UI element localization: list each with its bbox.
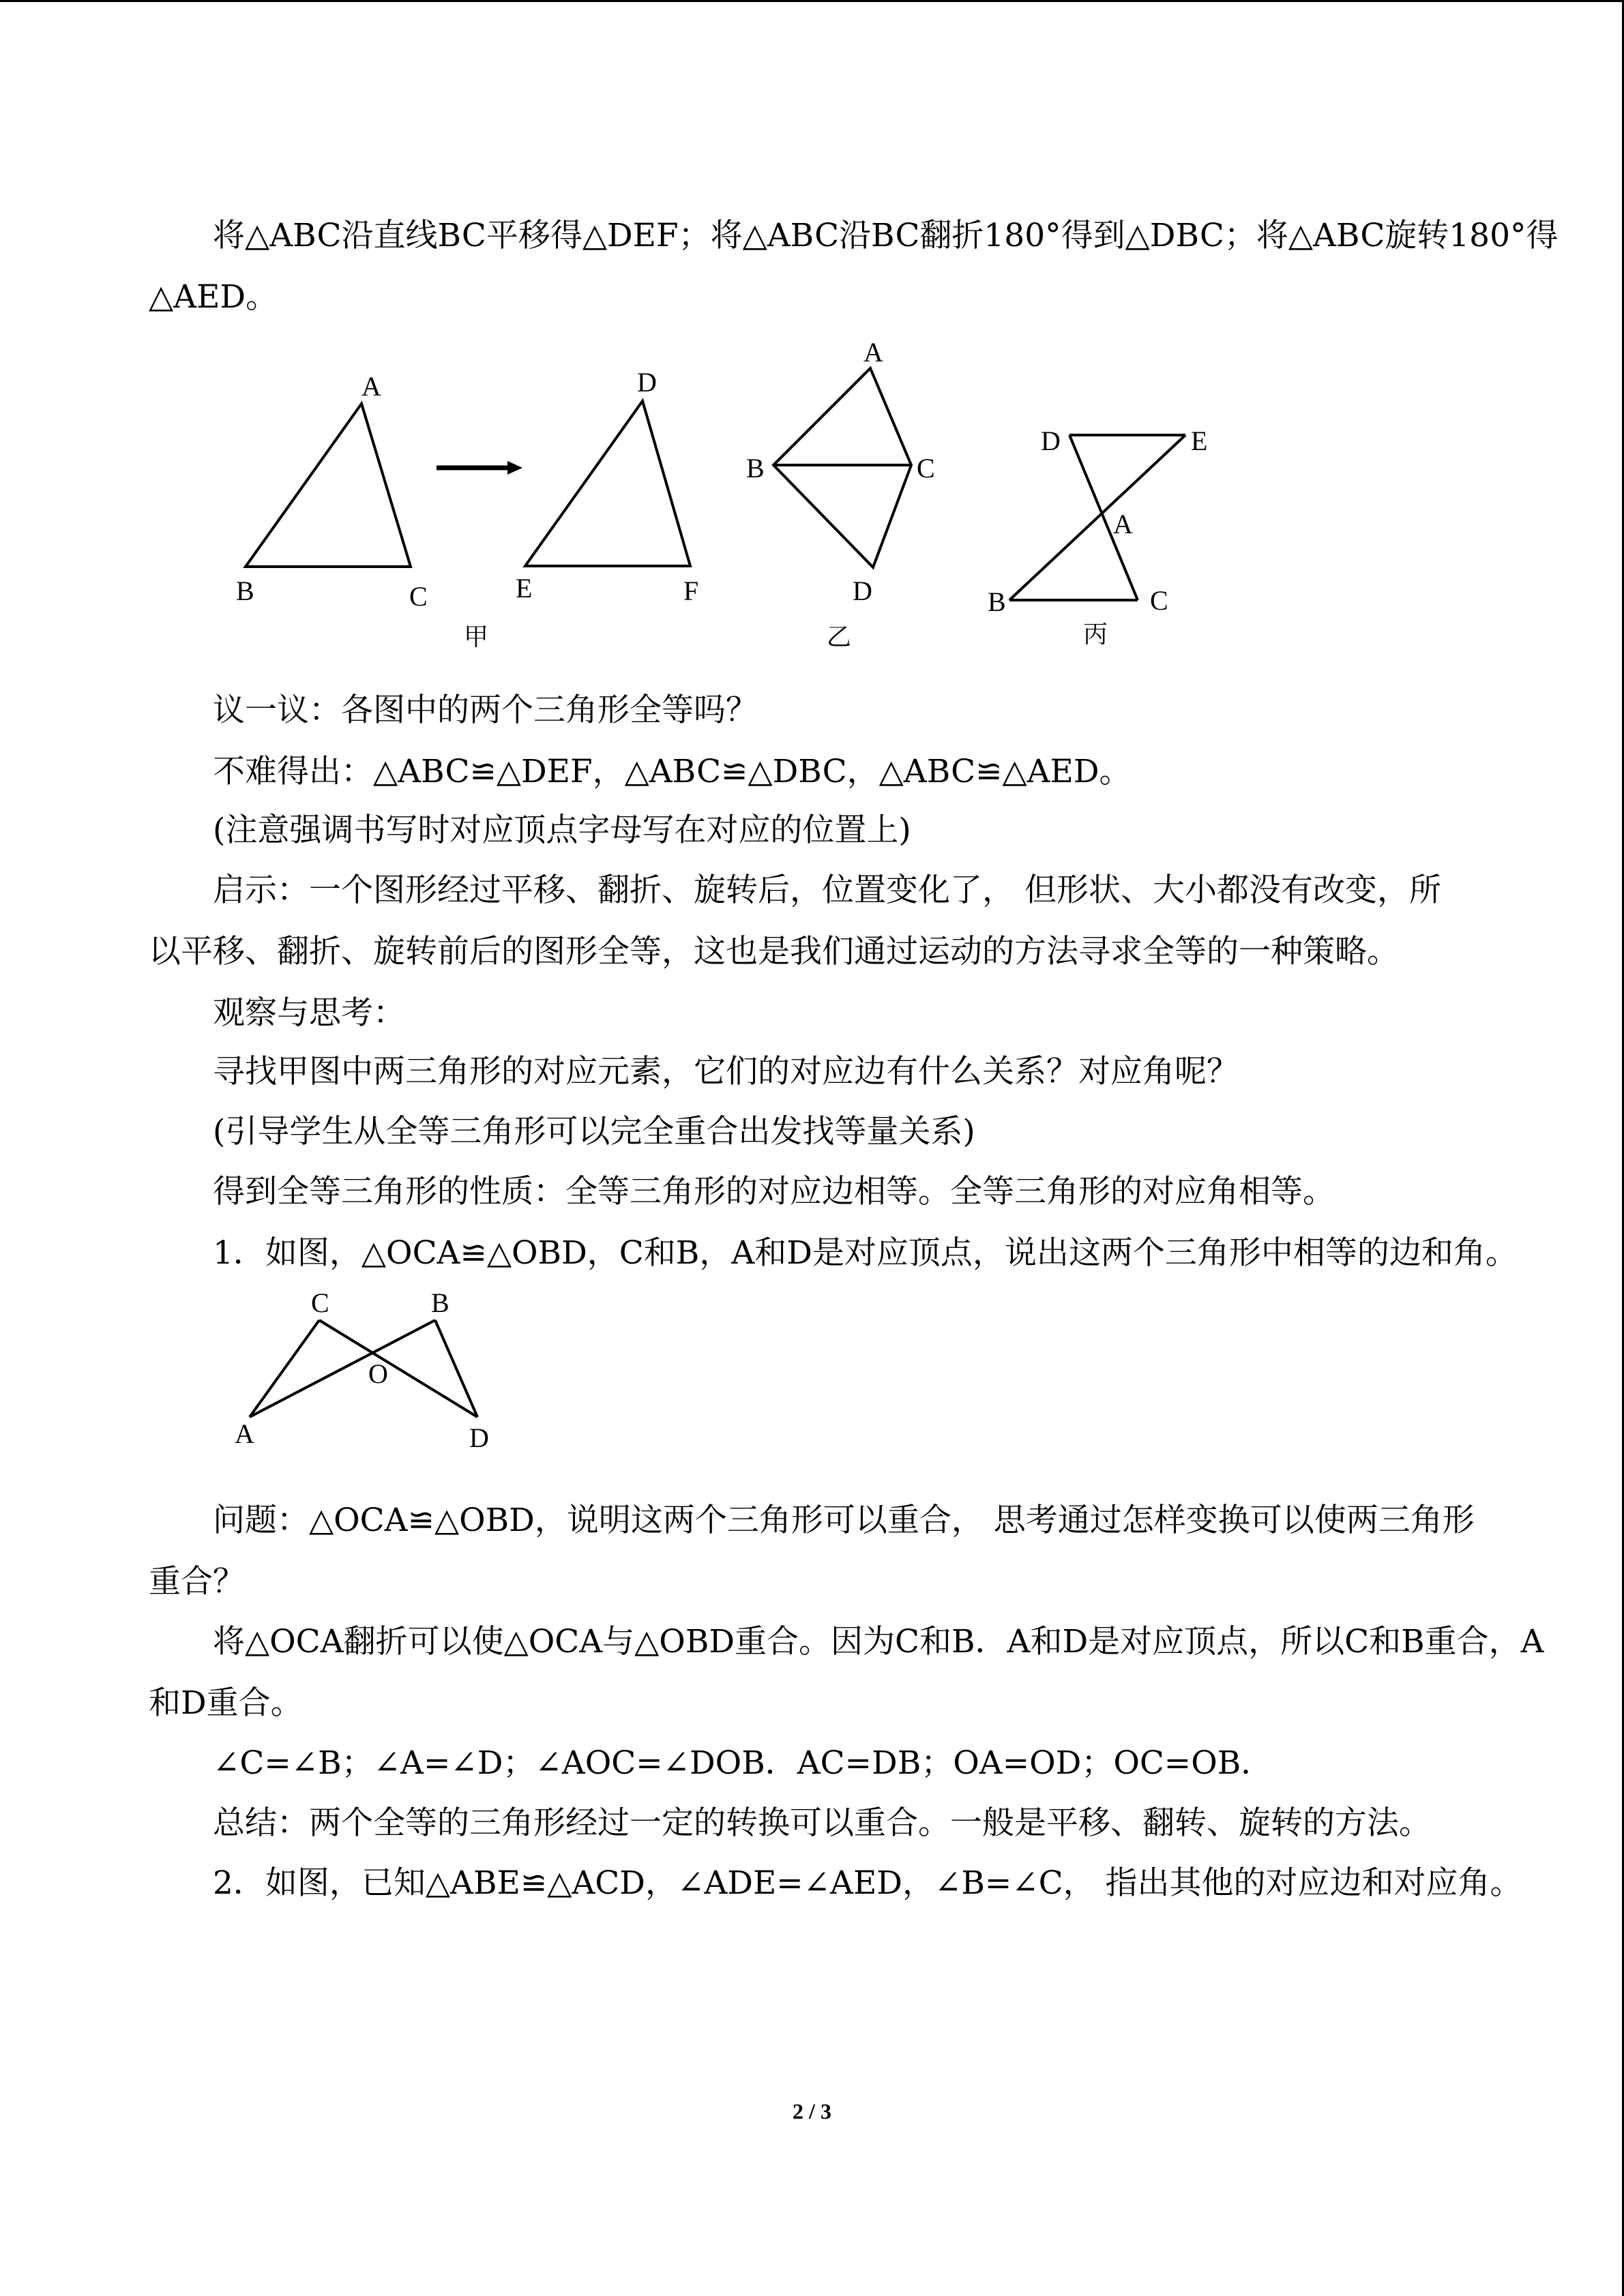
label-a-bing: A (1113, 509, 1133, 539)
figure-transformations (0, 0, 1624, 668)
triangle-abc-jia (246, 404, 411, 567)
page-number: 2 / 3 (793, 2099, 831, 2123)
paragraph-3: 不难得出：△ABC≌△DEF，△ABC≌△DBC，△ABC≌△AED。 (213, 753, 1132, 790)
paragraph-5-line-2: 以平移、翻折、旋转前后的图形全等，这也是我们通过运动的方法寻求全等的一种策略。 (149, 933, 1399, 970)
label-c-bing: C (1150, 585, 1168, 616)
label-c-jia: C (409, 581, 428, 612)
label-e-jia: E (516, 573, 533, 603)
paragraph-14: 总结：两个全等的三角形经过一定的转换可以重合。一般是平移、翻转、旋转的方法。 (213, 1804, 1431, 1842)
label-b-bing: B (988, 586, 1006, 617)
label-a-yi: A (863, 337, 883, 368)
paragraph-9: 得到全等三角形的性质：全等三角形的对应边相等。全等三角形的对应角相等。 (213, 1173, 1335, 1210)
label-a-jia: A (361, 371, 381, 402)
label-b: B (431, 1287, 449, 1318)
label-b-yi: B (746, 453, 765, 483)
label-e-bing: E (1191, 426, 1208, 456)
segment-ca (250, 1320, 319, 1417)
paragraph-4: (注意强调书写时对应顶点字母写在对应的位置上) (213, 811, 911, 849)
label-o: O (368, 1358, 388, 1389)
paragraph-6: 观察与思考： (213, 994, 405, 1032)
label-d-bing: D (1041, 426, 1061, 456)
figure-oca-obd (0, 1282, 614, 1480)
paragraph-1-line-2: △AED。 (149, 278, 278, 316)
paragraph-7: 寻找甲图中两三角形的对应元素，它们的对应边有什么关系？对应角呢？ (213, 1053, 1239, 1090)
paragraph-1-line-1: 将△ABC沿直线BC平移得△DEF；将△ABC沿BC翻折180°得到△DBC；将△ABC旋转180°得 (213, 217, 1559, 254)
paragraph-11-line-2: 重合？ (149, 1563, 245, 1600)
label-d-yi: D (853, 576, 872, 606)
paragraph-11-line-1: 问题：△OCA≌△OBD，说明这两个三角形可以重合， 思考通过怎样变换可以使两三角形 (213, 1502, 1475, 1539)
label-d-jia: D (637, 367, 657, 398)
segment-eb-bing (1009, 435, 1185, 600)
paragraph-12-line-1: 将△OCA翻折可以使△OCA与△OBD重合。因为C和B．A和D是对应顶点，所以C和B重合，A (213, 1623, 1544, 1660)
paragraph-2: 议一议：各图中的两个三角形全等吗？ (213, 691, 758, 729)
paragraph-12-line-2: 和D重合。 (149, 1684, 303, 1722)
label-f-jia: F (683, 576, 699, 606)
paragraph-15: 2．如图，已知△ABE≌△ACD，∠ADE=∠AED，∠B=∠C， 指出其他的对应边和对应角。 (213, 1864, 1522, 1902)
label-c-yi: C (917, 453, 935, 483)
caption-jia: 甲 (464, 623, 489, 651)
label-d: D (469, 1422, 489, 1453)
paragraph-10: 1．如图，△OCA≌△OBD，C和B，A和D是对应顶点，说出这两个三角形中相等的边和角。 (213, 1234, 1518, 1272)
triangle-def-jia (525, 401, 690, 566)
caption-bing: 丙 (1083, 621, 1108, 648)
paragraph-13: ∠C=∠B；∠A=∠D；∠AOC=∠DOB．AC=DB；OA=OD；OC=OB． (213, 1744, 1273, 1782)
label-a: A (235, 1418, 254, 1449)
paragraph-8: (引导学生从全等三角形可以完全重合出发找等量关系) (213, 1113, 975, 1150)
arrow-head-icon (507, 461, 522, 475)
caption-yi: 乙 (827, 623, 852, 651)
paragraph-5-line-1: 启示：一个图形经过平移、翻折、旋转后，位置变化了， 但形状、大小都没有改变，所 (213, 871, 1441, 909)
label-b-jia: B (236, 576, 254, 606)
kite-yi (773, 368, 911, 567)
label-c: C (311, 1287, 329, 1318)
